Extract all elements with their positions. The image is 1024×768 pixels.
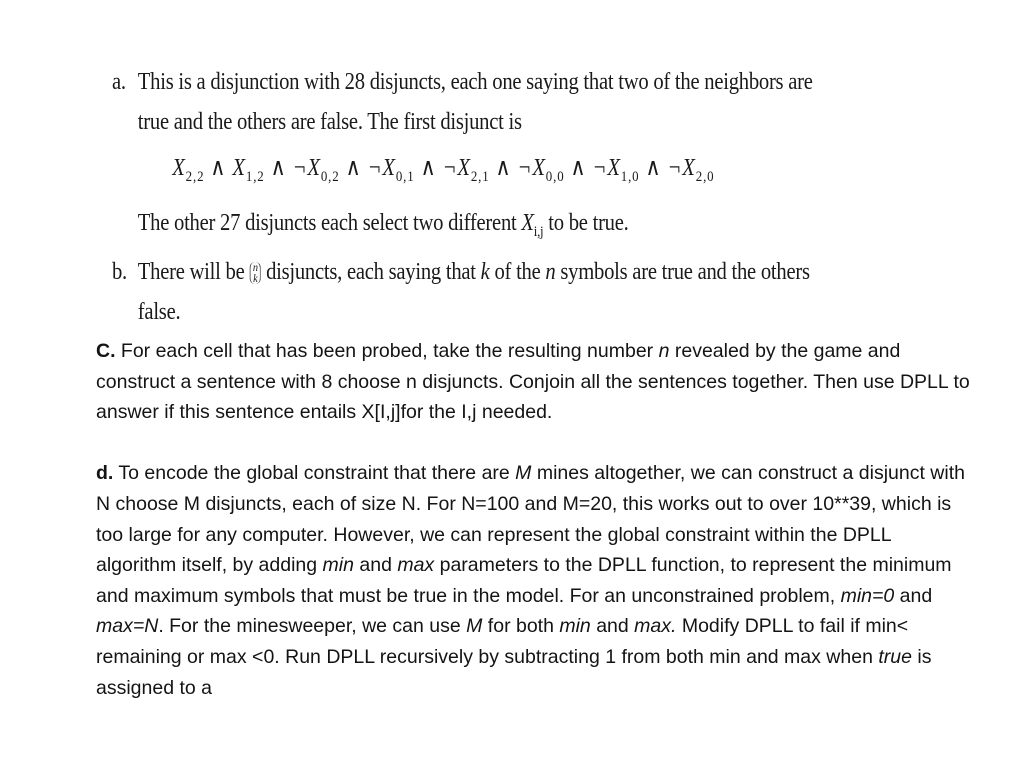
formula-term: $\neg X_{0,0}$ xyxy=(517,155,565,185)
answer-d-M2: M xyxy=(466,615,483,638)
answer-d-text-4: parameters to the DPLL function, to represent the minimum and maximum symbols that must be true in the model. For an unconstrained problem, xyxy=(96,554,952,607)
answer-d-min: min xyxy=(322,554,354,577)
answer-d-text-3: and xyxy=(353,554,398,577)
and-operator: ∧ xyxy=(204,155,233,181)
item-b-text-end: symbols are true and the others false. xyxy=(137,258,810,325)
answer-d-M: M xyxy=(515,462,532,485)
followup-text-end: to be true. xyxy=(543,209,629,236)
binom-bottom: k xyxy=(253,271,258,286)
answer-c xyxy=(96,336,976,428)
first-disjunct-formula xyxy=(172,148,839,197)
formula-term: $\neg X_{1,0}$ xyxy=(592,155,640,185)
answer-d-min0: min=0 xyxy=(840,584,895,607)
answer-d-text-2: mines altogether, we can construct a disjunct with N choose M disjuncts, each of size N. For N=100 and M=20, this works out to over 10**39, which is too large for any computer. However, we can represent the global constraint within the DPLL algorithm itself, by adding xyxy=(96,462,965,577)
answer-d-min2: min xyxy=(559,615,591,638)
paragraph-gap xyxy=(96,428,976,459)
answer-d-true: true xyxy=(878,645,912,668)
and-operator: ∧ xyxy=(339,155,368,181)
answer-text xyxy=(96,336,976,703)
answer-d-text-7: for both xyxy=(482,615,560,638)
answer-d-max: max xyxy=(397,554,435,577)
answer-c-n: n xyxy=(658,340,670,362)
followup-variable: X xyxy=(521,209,534,236)
answer-c-text-2: revealed by the game and construct a sentence with 8 choose n disjuncts. Conjoin all the sentences together. Then use DPLL to answer if this sentence entails X[I,j]for the I,j needed. xyxy=(96,340,970,424)
formula-term: $X_{2,2}$ xyxy=(172,155,205,185)
answer-d-text-6: . For the minesweeper, we can use xyxy=(158,615,467,638)
and-operator: ∧ xyxy=(489,155,518,181)
answer-d-maxN: max=N xyxy=(96,615,159,638)
item-a-marker: a. xyxy=(112,69,126,95)
item-b-k: k xyxy=(480,258,490,285)
and-operator: ∧ xyxy=(564,155,593,181)
formula-term: $\neg X_{0,2}$ xyxy=(292,155,340,185)
item-b-text-start: There will be xyxy=(137,258,250,285)
formula-term: $\neg X_{2,0}$ xyxy=(667,155,715,185)
formula-term: $X_{1,2}$ xyxy=(232,155,265,185)
formula-term: $\neg X_{2,1}$ xyxy=(442,155,490,185)
item-b-text-mid: disjuncts, each saying that xyxy=(261,258,481,285)
item-b-n: n xyxy=(545,258,556,285)
answer-d-text: To encode the global constraint that there are xyxy=(113,462,516,485)
answer-d-text-5: and xyxy=(894,584,933,607)
answer-d-max2: max. xyxy=(634,615,677,638)
item-a xyxy=(112,62,839,142)
item-a-followup xyxy=(112,203,839,252)
item-b-text-mid2: of the xyxy=(489,258,546,285)
formula-term: $\neg X_{0,1}$ xyxy=(367,155,415,185)
answer-c-text: For each cell that has been probed, take the resulting number xyxy=(115,340,659,362)
binomial-coefficient xyxy=(249,262,261,284)
binom-top: n xyxy=(252,260,258,275)
item-b-marker: b. xyxy=(112,258,127,285)
answer-d xyxy=(96,458,976,703)
answer-d-text-9: Modify DPLL to fail if min< remaining or max <0. Run DPLL recursively by subtracting 1 from both min and max when xyxy=(96,615,909,668)
answer-d-label: d. xyxy=(96,462,114,485)
followup-variable-subscript: i,j xyxy=(533,223,544,240)
item-a-text: This is a disjunction with 28 disjuncts, each one saying that two of the neighbors are true and the others are false. The first disjunct is xyxy=(137,69,813,135)
answer-c-label: C. xyxy=(96,340,116,362)
and-operator: ∧ xyxy=(639,155,668,181)
scanned-textbook-excerpt xyxy=(112,62,839,332)
and-operator: ∧ xyxy=(264,155,293,181)
followup-text-start: The other 27 disjuncts each select two different xyxy=(137,209,522,236)
answer-d-text-8: and xyxy=(590,615,635,638)
item-b xyxy=(112,252,839,332)
answer-d-text-10: is assigned to a xyxy=(96,645,932,699)
and-operator: ∧ xyxy=(414,155,443,181)
